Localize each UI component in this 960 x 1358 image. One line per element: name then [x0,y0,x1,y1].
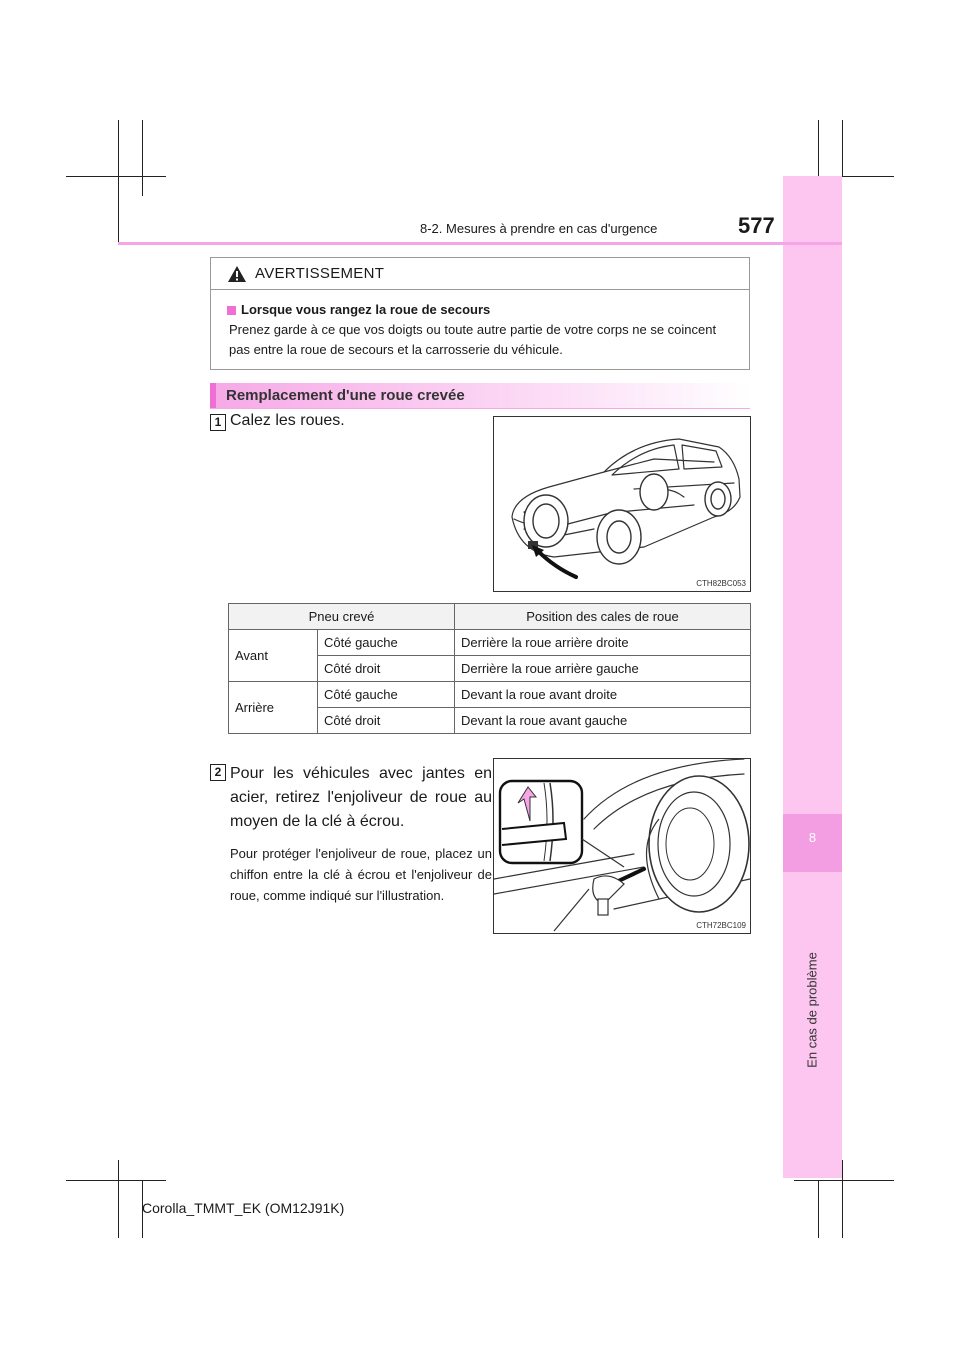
table-cell: Côté gauche [318,682,455,708]
section-title: 8-2. Mesures à prendre en cas d'urgence [420,221,658,236]
wheel-chock-table [228,603,751,734]
table-group-label: Avant [229,630,318,682]
warning-title: AVERTISSEMENT [255,265,385,282]
step2-note: Pour protéger l'enjoliveur de roue, placez un chiffon entre la clé à écrou et l'enjoliveur de roue, comme indiqué sur l'illustration. [230,846,492,903]
table-cell: Côté gauche [318,630,455,656]
chapter-label: En cas de problème [804,952,820,1068]
crop-mark [842,120,843,176]
table-header: Position des cales de roue [455,604,751,630]
step2-text: Pour les véhicules avec jantes en acier, retirez l'enjoliveur de roue au moyen de la clé à écrou. [230,765,492,830]
warning-body [211,290,749,360]
step1-text: Calez les roues. [230,412,345,429]
hubcap-illustration [494,759,750,933]
table-cell: Côté droit [318,708,455,734]
chapter-number: 8 [808,830,817,845]
crop-mark [794,1180,894,1181]
car-illustration [494,417,750,591]
step-number-1: 1 [210,414,226,431]
page-number: 577 [738,213,775,238]
table-row [229,682,751,708]
figure-code: CTH82BC053 [696,579,746,588]
warning-box [210,257,750,370]
warning-subtitle: Lorsque vous rangez la roue de secours [241,302,491,317]
crop-mark [118,120,119,243]
crop-mark [66,176,166,177]
table-cell: Devant la roue avant droite [455,682,751,708]
header-rule [118,242,842,245]
table-cell: Derrière la roue arrière gauche [455,656,751,682]
table-cell: Côté droit [318,656,455,682]
step-number-2: 2 [210,764,226,781]
warning-triangle-icon [227,265,247,283]
heading-underline [210,408,750,409]
heading-accent [210,383,216,408]
crop-mark [118,1160,119,1238]
warning-text: Prenez garde à ce que vos doigts ou toute autre partie de votre corps ne se coincent pas entre la roue de secours et la carrosserie du véhicule. [229,322,717,357]
table-cell: Derrière la roue arrière droite [455,630,751,656]
table-header-row [229,604,751,630]
table-cell: Devant la roue avant gauche [455,708,751,734]
warning-header [211,258,749,290]
crop-mark [142,120,143,196]
warning-subtitle-row [227,300,735,320]
section-heading-bar [210,383,750,408]
crop-mark [66,1180,166,1181]
figure-hubcap-removal [493,758,751,934]
section-heading: Remplacement d'une roue crevée [226,387,465,404]
figure-code: CTH72BC109 [696,921,746,930]
crop-mark [842,1160,843,1238]
figure-car-wheel-blocks [493,416,751,592]
crop-mark [818,1180,819,1238]
square-bullet-icon [227,306,236,315]
table-row [229,630,751,656]
table-group-label: Arrière [229,682,318,734]
footer-document-id: Corolla_TMMT_EK (OM12J91K) [142,1200,345,1216]
crop-mark [842,176,894,177]
table-header: Pneu crevé [229,604,455,630]
